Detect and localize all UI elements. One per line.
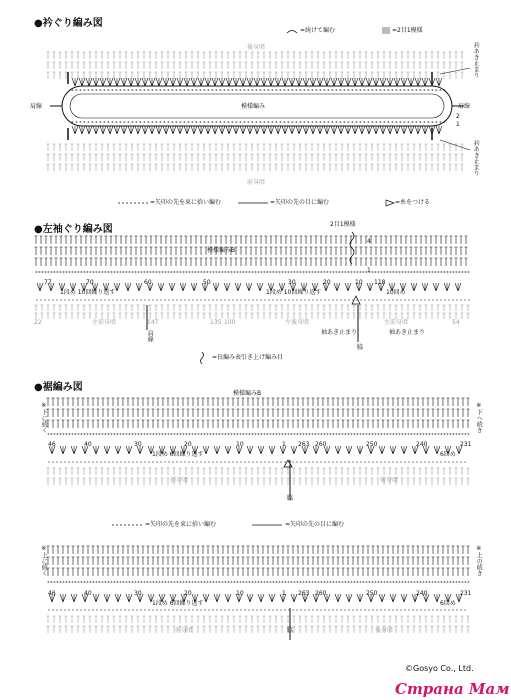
sleeve-left-back: 左後身頃 [285, 319, 310, 326]
hem-cont-left: ※下に続く [40, 402, 48, 433]
sleeve-stitch-row [35, 258, 468, 266]
hem2-n46: 46 [48, 590, 56, 597]
hem2-stitch-row [47, 546, 470, 554]
hem2-front: 前身頃 [175, 627, 194, 634]
sleeve-n147: 147 [147, 319, 159, 326]
hem2-body-row [47, 626, 470, 633]
collar-back-stitch-row [47, 62, 464, 69]
sleeve-repeat-2: 1段め 10回繰り返す [266, 289, 322, 296]
collar-front-stitch-row [47, 144, 464, 151]
collar-front-stitch-row [47, 154, 464, 161]
hem-body-row [47, 478, 470, 485]
sleeve-times-10: 10回め [386, 289, 406, 296]
sleeve-n100: 100 [224, 319, 236, 326]
legend-pattern: =2目1模様 [392, 27, 423, 34]
legend1-bundle: =矢印の先を束に拾い編む [150, 199, 222, 206]
legend1-stitch: =矢印の先の目に編む [270, 199, 330, 206]
shoulder-label-right: 肩線 [458, 103, 471, 110]
hem2-n250: 250 [366, 590, 378, 597]
sleeve-n10: 10 [355, 279, 363, 286]
legend-yarn-triangle-icon [386, 200, 394, 206]
hem2-n231: 231 [460, 590, 472, 597]
hem2-back: 後身頃 [375, 627, 394, 634]
sleeve-n118: 118 [374, 279, 386, 286]
hem-n240: 240 [416, 441, 428, 448]
long-stitch-symbol-icon [201, 352, 204, 364]
sleeve-shoulder: 肩線 [146, 330, 154, 342]
hem-times-6: 6回め [440, 451, 456, 458]
hem-stitch-row [47, 420, 470, 428]
copyright: ©Gosyo Co., Ltd. [405, 664, 474, 673]
hem-stitch-row [47, 409, 470, 417]
sleeve-left-front-2: 左前身頃 [384, 319, 409, 326]
hem-n231: 231 [460, 441, 472, 448]
collar-fan-bottom [72, 126, 442, 134]
collar-fan-top [72, 78, 442, 86]
hem-n250: 250 [366, 441, 378, 448]
hem-n10: 10 [236, 441, 244, 448]
sleeve-n60: 60 [144, 279, 152, 286]
sleeve-n77: 77 [44, 279, 52, 286]
hem-n30: 30 [134, 441, 142, 448]
sleeve-n30: 30 [288, 279, 296, 286]
hem2-body-row [47, 616, 470, 623]
shoulder-label-left: 肩線 [30, 103, 43, 110]
hem2-times-6: 6回め [440, 600, 456, 607]
continue-arc-icon [287, 31, 297, 34]
hem-repeat: 1段め 6回繰り返す [152, 451, 204, 458]
hem-n20: 20 [184, 441, 192, 448]
hem-n263: 263 [298, 441, 310, 448]
collar-pattern-label: 模様編み [241, 103, 266, 110]
sleeve-row-4: 4 [367, 238, 371, 245]
hem-n40: 40 [84, 441, 92, 448]
sleeve-n22: 22 [34, 319, 42, 326]
sleeve-pattern-label: 2目1模様 [330, 221, 356, 228]
sleeve-stitch-row [35, 247, 468, 255]
hem2-stitch-row [47, 557, 470, 565]
hem-n1: 1 [282, 441, 286, 448]
hem2-n40: 40 [84, 590, 92, 597]
collar-stop-bottom: 衿あき止まり [472, 140, 480, 176]
collar-row-2: 2 [456, 113, 460, 120]
hem-stitch-row [47, 398, 470, 406]
hem-fans [49, 446, 462, 454]
hem-n46: 46 [48, 441, 56, 448]
hem2-side: 脇 [287, 627, 294, 634]
collar-row-1: 1 [456, 121, 460, 128]
legend-pattern-swatch [382, 27, 390, 34]
hem2-n30: 30 [134, 590, 142, 597]
legend2-bundle: =矢印の先を束に拾い編む [145, 521, 217, 528]
sleeve-stitch-row [35, 236, 468, 244]
sleeve-row-1: 1 [367, 267, 371, 274]
hem2-fans [49, 594, 462, 602]
hem-front: 前身頃 [170, 477, 189, 484]
sleeve-stop-2: 袖あき止まり [389, 329, 426, 336]
collar-title: ●衿ぐり編み図 [34, 18, 103, 29]
legend2-stitch: =矢印の先の目に編む [285, 521, 345, 528]
collar-front-body: 前身頃 [247, 179, 266, 186]
sleeve-body-row [35, 305, 470, 311]
hem-pattern-b: 模様編みB [233, 390, 262, 397]
hem2-n20: 20 [184, 590, 192, 597]
hem2-n10: 10 [236, 590, 244, 597]
sleeve-long-stitch: =長編み表引き上げ編み目 [212, 354, 284, 361]
hem-n260: 260 [315, 441, 327, 448]
sleeve-n54: 54 [452, 319, 460, 326]
hem2-n263: 263 [298, 590, 310, 597]
hem-title: ●裾編み図 [34, 382, 83, 393]
hem-back: 後身頃 [380, 477, 399, 484]
watermark: Страна Мам [395, 680, 510, 698]
hem2-stitch-row [47, 568, 470, 576]
sleeve-side: 脇 [357, 344, 364, 351]
sleeve-pattern-squiggle [350, 232, 354, 264]
sleeve-left-front: 左前身頃 [92, 319, 117, 326]
hem2-repeat: 1段め 6回繰り返す [152, 600, 204, 607]
hem2-n240: 240 [416, 590, 428, 597]
collar-back-stitch-row [47, 52, 464, 59]
sleeve-n20: 20 [323, 279, 331, 286]
hem-side: 脇 [287, 495, 294, 502]
sleeve-n70: 70 [86, 279, 94, 286]
legend-continue: =続けて編む [300, 27, 336, 34]
sleeve-title: ●左袖ぐり編み図 [34, 224, 113, 235]
collar-back-body: 後身頃 [247, 44, 266, 51]
collar-stop-top: 衿あき止まり [472, 42, 480, 78]
hem2-cont-left: ※上に続く [40, 545, 48, 576]
hem-cont-right: ※下へ続き [475, 402, 483, 433]
hem2-cont-right: ※上の続き [475, 545, 483, 576]
hem2-n260: 260 [315, 590, 327, 597]
collar-front-stitch-row [47, 164, 464, 171]
hem2-n1: 1 [282, 590, 286, 597]
collar-back-stitch-row [47, 72, 464, 79]
hem-side-triangle-icon [284, 460, 292, 467]
sleeve-n50: 50 [203, 279, 211, 286]
hem-body-row [47, 468, 470, 475]
sleeve-stop-1: 袖あき止まり [321, 329, 358, 336]
legend1-yarn: =糸をつける [395, 199, 431, 206]
sleeve-pattern-b: 模様編みB [207, 247, 236, 254]
sleeve-repeat-1: 1段め 10回繰り返す [60, 289, 116, 296]
sleeve-n135: 135 [210, 319, 222, 326]
